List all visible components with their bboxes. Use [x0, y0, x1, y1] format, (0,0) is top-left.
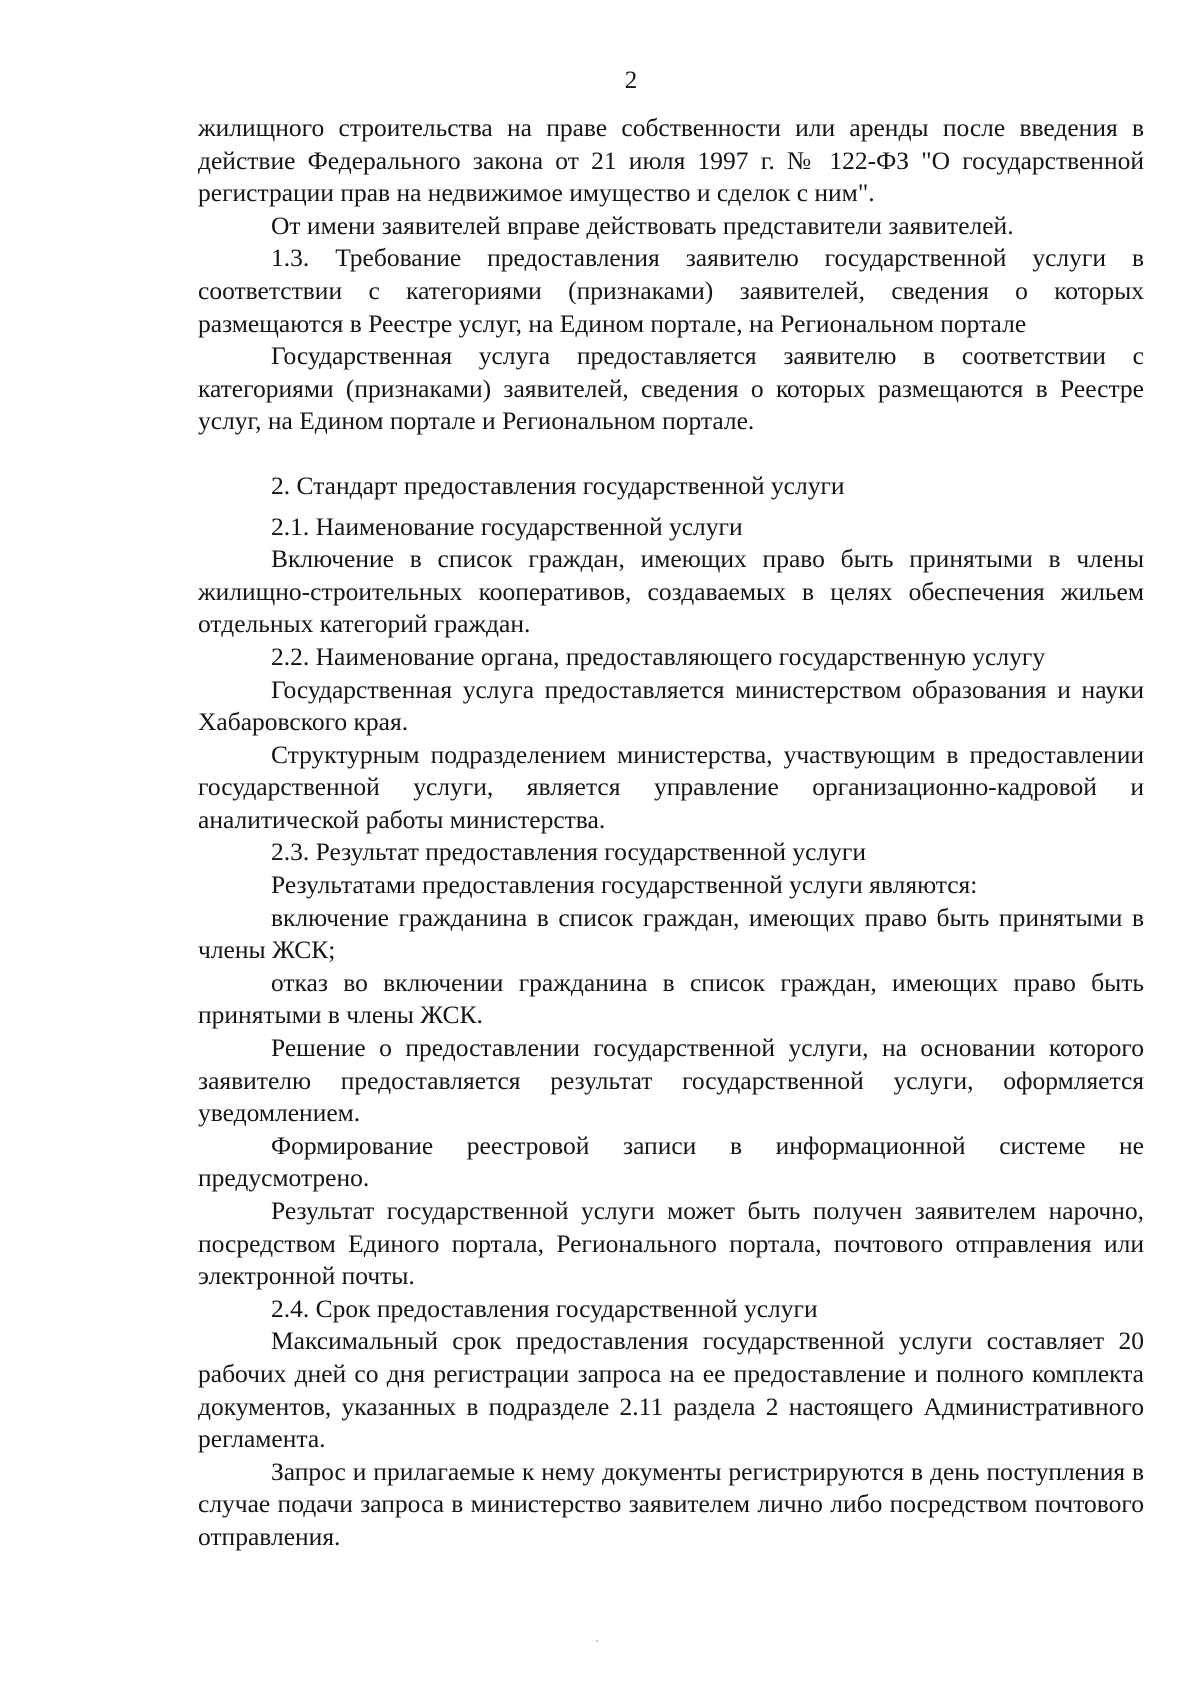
section-heading-2-2: 2.2. Наименование органа, предоставляющего государственную услугу: [271, 641, 1046, 671]
page-number: 2: [624, 67, 638, 94]
paragraph-service-provider: Государственная услуга предоставляется министерством образования и науки Хабаровского края.: [198, 674, 1144, 737]
document-body: [198, 112, 1144, 1554]
paragraph-service-name: Включение в список граждан, имеющих право быть принятыми в члены жилищно-строительных кооперативов, создаваемых в целях обеспечения жильем отдельных категорий граждан.: [198, 544, 1144, 639]
section-heading-2-1: 2.1. Наименование государственной услуги: [271, 511, 743, 541]
paragraph-max-term: Максимальный срок предоставления государственной услуги составляет 20 рабочих дней со дня регистрации запроса на ее предоставление и полного комплекта документов, указанных в подразделе 2.11 раздела 2 настоящего Административного регламента.: [198, 1326, 1144, 1454]
paragraph-result-delivery: Результат государственной услуги может быть получен заявителем нарочно, посредством Единого портала, Регионального портала, почтового отправления или электронной почты.: [198, 1196, 1144, 1291]
section-heading-2-3: 2.3. Результат предоставления государственной услуги: [271, 837, 867, 867]
paragraph-continuation: жилищного строительства на праве собственности или аренды после введения в действие Федерального закона от 21 июля 1997 г. № 122-ФЗ "О государственной регистрации прав на недвижимое имущество и сделок с ним".: [198, 113, 1144, 208]
paragraph-results-intro: Результатами предоставления государственной услуги являются:: [271, 870, 978, 900]
paragraph-structural-unit: Структурным подразделением министерства, участвующим в предоставлении государственной услуги, является управление организационно-кадровой и аналитической работы министерства.: [198, 739, 1144, 834]
paragraph-result-inclusion: включение гражданина в список граждан, имеющих право быть принятыми в члены ЖСК;: [198, 902, 1144, 965]
section-heading-1-3: 1.3. Требование предоставления заявителю государственной услуги в соответствии с категориями (признаками) заявителей, сведения о которых размещаются в Реестре услуг, на Едином портале, на Региональном портале: [198, 243, 1144, 338]
paragraph-representatives: От имени заявителей вправе действовать представители заявителей.: [271, 210, 1014, 240]
paragraph-registration: Запрос и прилагаемые к нему документы регистрируются в день поступления в случае подачи запроса в министерство заявителем лично либо посредством почтового отправления.: [198, 1456, 1144, 1551]
paragraph-result-refusal: отказ во включении гражданина в список граждан, имеющих право быть принятыми в члены ЖСК.: [198, 967, 1144, 1030]
paragraph-service-categories: Государственная услуга предоставляется заявителю в соответствии с категориями (признаками) заявителей, сведения о которых размещаются в Реестре услуг, на Едином портале и Региональном портале.: [198, 341, 1144, 436]
scan-speck: [596, 1640, 598, 1642]
paragraph-registry-record: Формирование реестровой записи в информационной системе не предусмотрено.: [198, 1130, 1144, 1193]
paragraph-decision: Решение о предоставлении государственной услуги, на основании которого заявителю предоставляется результат государственной услуги, оформляется уведомлением.: [198, 1033, 1144, 1128]
section-heading-2: 2. Стандарт предоставления государственной услуги: [271, 470, 845, 500]
section-heading-2-4: 2.4. Срок предоставления государственной услуги: [271, 1293, 818, 1323]
